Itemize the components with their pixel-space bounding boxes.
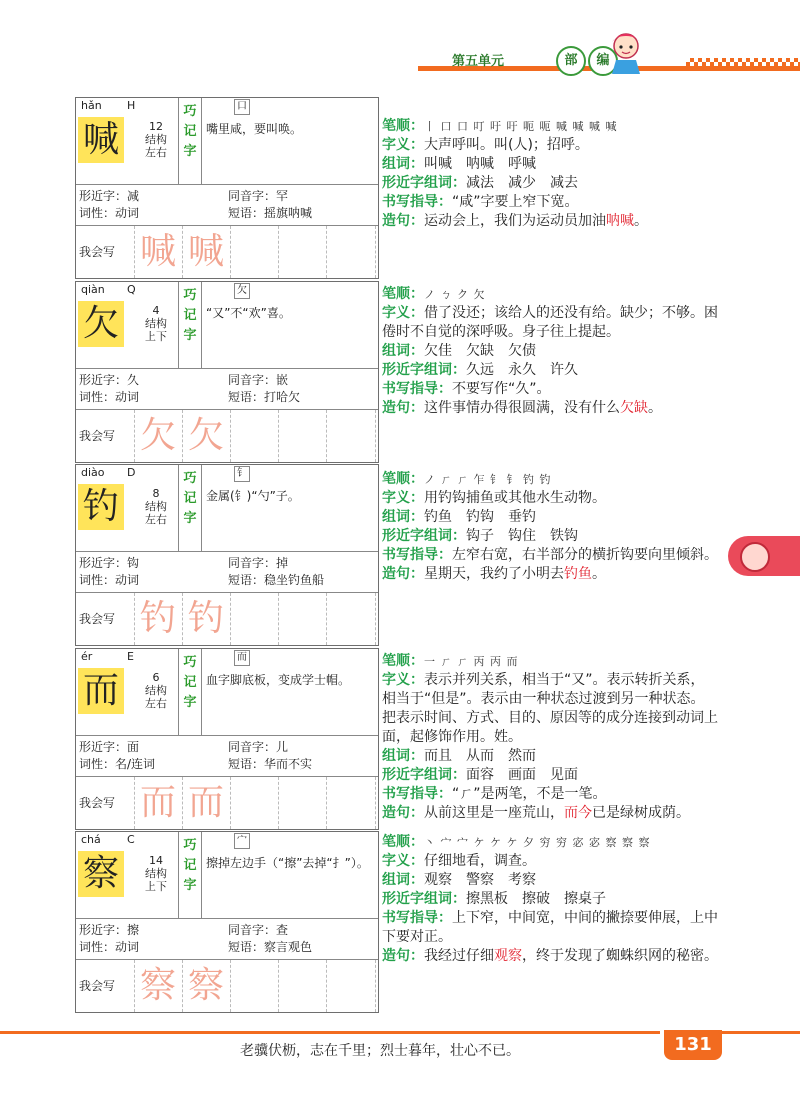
word-formation: 组词：叫喊 呐喊 呼喊 xyxy=(382,156,536,172)
practice-cell[interactable] xyxy=(326,960,376,1012)
meaning: 字义：仔细地看，调查。 xyxy=(382,853,536,869)
pinyin: hǎn xyxy=(81,99,102,112)
homophone: 同音字：查 xyxy=(228,923,289,937)
structure-label: 结构 xyxy=(145,133,167,146)
stroke-count: 8 xyxy=(152,487,160,500)
homophone: 同音字：儿 xyxy=(228,740,289,754)
meaning: 字义：借了没还；该给人的还没有给。缺少；不够。困倦时不自觉的深呼吸。身子往上提起。 xyxy=(382,305,718,340)
structure-type: 上下 xyxy=(145,880,167,893)
word-formation: 组词：观察 警察 考察 xyxy=(382,872,536,888)
stroke-count: 4 xyxy=(152,304,160,317)
character-explanation xyxy=(382,285,718,418)
character-card xyxy=(75,831,379,1013)
structure-type: 左右 xyxy=(145,513,167,526)
radical: 欠 xyxy=(234,283,250,299)
homophone: 同音字：罕 xyxy=(228,189,289,203)
practice-cell[interactable] xyxy=(326,593,376,645)
main-character: 喊 xyxy=(78,117,124,163)
practice-row xyxy=(76,226,378,278)
character-explanation xyxy=(382,652,718,823)
stroke-order: 笔顺：丨 口 口 叮 吁 吁 呃 呃 喊 喊 喊 喊 xyxy=(382,118,618,134)
practice-row xyxy=(76,593,378,645)
pinyin-line xyxy=(81,283,177,299)
trace-character: 钓 xyxy=(139,598,176,639)
practice-label: 我会写 xyxy=(79,796,116,810)
word-formation: 组词：钓鱼 钓钩 垂钓 xyxy=(382,509,536,525)
page-number: 131 xyxy=(664,1030,722,1060)
practice-cell[interactable] xyxy=(278,593,327,645)
writing-guide: 书写指导：“咸”字要上窄下宽。 xyxy=(382,194,579,210)
footer-motto: 老骥伏枥，志在千里；烈士暮年，壮心不已。 xyxy=(240,1043,520,1059)
similar-char: 形近字：久 xyxy=(79,373,140,387)
phrase: 短语：华而不实 xyxy=(228,757,313,771)
character-explanation xyxy=(382,470,718,584)
similar-word-formation: 形近字组词：面容 画面 见面 xyxy=(382,767,578,783)
char-info xyxy=(76,552,378,593)
structure-label: 结构 xyxy=(145,684,167,697)
structure-type: 上下 xyxy=(145,330,167,343)
pinyin: chá xyxy=(81,833,101,846)
similar-word-formation: 形近字组词：久远 永久 许久 xyxy=(382,362,578,378)
main-character: 而 xyxy=(78,668,124,714)
char-meta xyxy=(136,487,176,526)
practice-label: 我会写 xyxy=(79,245,116,259)
radical: 而 xyxy=(234,650,250,666)
mnemonic-label: 巧 记 字 xyxy=(178,98,202,184)
char-info xyxy=(76,736,378,777)
stroke-order: 笔顺：丶 宀 宀 ケ ケ ケ 夕 穷 穷 宓 宓 察 察 察 xyxy=(382,834,651,850)
trace-character: 欠 xyxy=(139,415,176,456)
mnemonic-label: 巧 记 字 xyxy=(178,465,202,551)
initial-letter: Q xyxy=(127,283,136,296)
structure-type: 左右 xyxy=(145,146,167,159)
meaning: 字义：用钓钩捕鱼或其他水生动物。 xyxy=(382,490,606,506)
practice-cell[interactable] xyxy=(230,410,279,462)
writing-guide: 书写指导：“ㄏ”是两笔，不是一笔。 xyxy=(382,786,607,802)
char-meta xyxy=(136,671,176,710)
mascot-face-icon xyxy=(740,542,770,572)
mnemonic-label: 巧 记 字 xyxy=(178,832,202,918)
structure-label: 结构 xyxy=(145,317,167,330)
character-card xyxy=(75,97,379,279)
pinyin-line xyxy=(81,99,177,115)
similar-word-formation: 形近字组词：减法 减少 减去 xyxy=(382,175,578,191)
practice-label: 我会写 xyxy=(79,612,116,626)
mnemonic-text: 嘴里咸，要叫唤。 xyxy=(206,122,303,136)
initial-letter: H xyxy=(127,99,136,112)
stroke-count: 6 xyxy=(152,671,160,684)
example-sentence: 造句：我经过仔细观察，终于发现了蜘蛛织网的秘密。 xyxy=(382,948,718,964)
trace-character: 察 xyxy=(187,965,224,1006)
character-explanation xyxy=(382,833,718,966)
card-head xyxy=(76,282,378,369)
radical: 钅 xyxy=(234,466,250,482)
similar-char: 形近字：减 xyxy=(79,189,140,203)
card-head xyxy=(76,98,378,185)
word-formation: 组词：而且 从而 然而 xyxy=(382,748,536,764)
similar-word-formation: 形近字组词：钩子 钩住 铁钩 xyxy=(382,528,578,544)
similar-char: 形近字：面 xyxy=(79,740,140,754)
trace-character: 喊 xyxy=(187,231,224,272)
pinyin: ér xyxy=(81,650,93,663)
mnemonic-text: 金属(钅)“勺”子。 xyxy=(206,489,300,503)
word-formation: 组词：欠佳 欠缺 欠债 xyxy=(382,343,536,359)
stroke-order: 笔顺：一 ㄏ ㄏ 丙 丙 而 xyxy=(382,653,519,669)
example-sentence: 造句：星期天，我约了小明去钓鱼。 xyxy=(382,566,606,582)
pinyin-line xyxy=(81,650,177,666)
phrase: 短语：察言观色 xyxy=(228,940,313,954)
card-head xyxy=(76,649,378,736)
initial-letter: C xyxy=(127,833,135,846)
char-info xyxy=(76,185,378,226)
example-sentence: 造句：运动会上，我们为运动员加油呐喊。 xyxy=(382,213,648,229)
pinyin-line xyxy=(81,466,177,482)
main-character: 察 xyxy=(78,851,124,897)
stroke-order: 笔顺：ノ ㄅ ク 欠 xyxy=(382,286,486,302)
header-pattern xyxy=(686,58,800,70)
character-explanation xyxy=(382,117,718,231)
meaning: 字义：表示并列关系，相当于“又”。表示转折关系，相当于“但是”。表示由一种状态过渡到另一种状态。把表示时间、方式、目的、原因等的成分连接到动词上面，起修饰作用。姓。 xyxy=(382,672,718,745)
practice-cell[interactable] xyxy=(326,226,376,278)
practice-cell[interactable] xyxy=(278,226,327,278)
card-head xyxy=(76,465,378,552)
phrase: 短语：稳坐钓鱼船 xyxy=(228,573,325,587)
practice-cell[interactable] xyxy=(326,777,376,829)
trace-character: 而 xyxy=(187,782,224,823)
similar-word-formation: 形近字组词：擦黑板 擦破 擦桌子 xyxy=(382,891,606,907)
mnemonic-text: 血字脚底板，变成学士帽。 xyxy=(206,673,351,687)
example-sentence: 造句：这件事情办得很圆满，没有什么欠缺。 xyxy=(382,400,662,416)
meaning: 字义：大声呼叫。叫(人)；招呼。 xyxy=(382,137,589,153)
footer-rule xyxy=(0,1031,660,1034)
homophone: 同音字：嵌 xyxy=(228,373,289,387)
practice-cell[interactable] xyxy=(230,960,279,1012)
structure-label: 结构 xyxy=(145,867,167,880)
mnemonic-label: 巧 记 字 xyxy=(178,282,202,368)
trace-character: 察 xyxy=(139,965,176,1006)
char-meta xyxy=(136,120,176,159)
part-of-speech: 词性：动词 xyxy=(79,390,140,404)
card-head xyxy=(76,832,378,919)
char-info xyxy=(76,919,378,960)
practice-cell[interactable] xyxy=(230,593,279,645)
initial-letter: D xyxy=(127,466,136,479)
radical: 口 xyxy=(234,99,250,115)
trace-character: 而 xyxy=(139,782,176,823)
practice-label: 我会写 xyxy=(79,979,116,993)
char-meta xyxy=(136,854,176,893)
trace-character: 喊 xyxy=(139,231,176,272)
unit-title: 第五单元 xyxy=(452,54,505,69)
structure-type: 左右 xyxy=(145,697,167,710)
girl-mascot-icon xyxy=(596,30,652,76)
edition-badge-bian: 编 xyxy=(588,46,618,76)
pinyin-line xyxy=(81,833,177,849)
writing-guide: 书写指导：左窄右宽，右半部分的横折钩要向里倾斜。 xyxy=(382,547,718,563)
pinyin: diào xyxy=(81,466,105,479)
practice-cell[interactable] xyxy=(278,960,327,1012)
edition-badge-bu: 部 xyxy=(556,46,586,76)
side-tab xyxy=(728,536,800,576)
pinyin: qiàn xyxy=(81,283,105,296)
practice-cell[interactable] xyxy=(278,777,327,829)
main-character: 欠 xyxy=(78,301,124,347)
stroke-order: 笔顺：ノ ㄏ ㄏ 乍 钅 钅 钓 钓 xyxy=(382,471,552,487)
homophone: 同音字：掉 xyxy=(228,556,289,570)
practice-cell[interactable] xyxy=(326,410,376,462)
writing-guide: 书写指导：不要写作“久”。 xyxy=(382,381,551,397)
character-card xyxy=(75,648,379,830)
stroke-count: 14 xyxy=(149,854,163,867)
similar-char: 形近字：钩 xyxy=(79,556,140,570)
part-of-speech: 词性：动词 xyxy=(79,573,140,587)
part-of-speech: 词性：名/连词 xyxy=(79,757,156,771)
radical: 宀 xyxy=(234,833,250,849)
practice-label: 我会写 xyxy=(79,429,116,443)
similar-char: 形近字：擦 xyxy=(79,923,140,937)
practice-row xyxy=(76,960,378,1012)
mnemonic-text: “又”不“欢”喜。 xyxy=(206,306,291,320)
writing-guide: 书写指导：上下窄，中间宽，中间的撇捺要伸展，上中下要对正。 xyxy=(382,910,718,945)
character-card xyxy=(75,464,379,646)
mnemonic-text: 擦掉左边手（“擦”去掉“扌”）。 xyxy=(206,856,369,870)
char-meta xyxy=(136,304,176,343)
structure-label: 结构 xyxy=(145,500,167,513)
trace-character: 钓 xyxy=(187,598,224,639)
phrase: 短语：打哈欠 xyxy=(228,390,301,404)
main-character: 钓 xyxy=(78,484,124,530)
character-card xyxy=(75,281,379,463)
trace-character: 欠 xyxy=(187,415,224,456)
char-info xyxy=(76,369,378,410)
practice-cell[interactable] xyxy=(278,410,327,462)
part-of-speech: 词性：动词 xyxy=(79,940,140,954)
practice-cell[interactable] xyxy=(230,777,279,829)
practice-cell[interactable] xyxy=(230,226,279,278)
practice-row xyxy=(76,777,378,829)
practice-row xyxy=(76,410,378,462)
initial-letter: E xyxy=(127,650,134,663)
stroke-count: 12 xyxy=(149,120,163,133)
mnemonic-label: 巧 记 字 xyxy=(178,649,202,735)
example-sentence: 造句：从前这里是一座荒山，而今已是绿树成荫。 xyxy=(382,805,690,821)
phrase: 短语：摇旗呐喊 xyxy=(228,206,313,220)
part-of-speech: 词性：动词 xyxy=(79,206,140,220)
